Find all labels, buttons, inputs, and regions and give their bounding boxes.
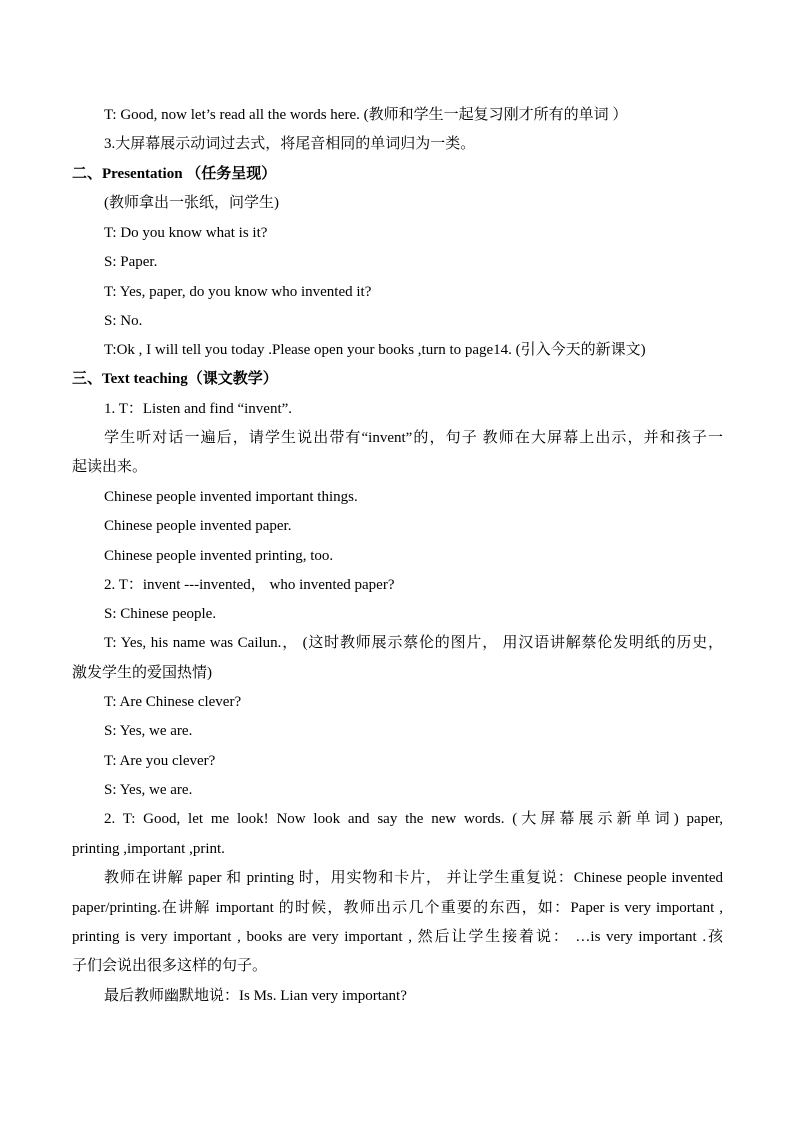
- dialogue-line: T: Are Chinese clever?: [104, 694, 242, 710]
- paragraph-line: printing is very important , books are very important , 然后让学生接着说： …is very important .孩: [72, 929, 723, 945]
- paragraph-line: 学生听对话一遍后，请学生说出带有“invent”的，句子 教师在大屏幕上出示，并和孩子一: [104, 430, 723, 446]
- paragraph-line: 起读出来。: [72, 459, 148, 475]
- paragraph-line: 2. T：invent ---invented， who invented paper?: [104, 577, 395, 593]
- example-sentence: Chinese people invented paper.: [104, 518, 292, 534]
- paragraph-line: paper/printing.在讲解 important 的时候，教师出示几个重要的东西，如：Paper is very important ,: [72, 900, 723, 916]
- paragraph-line: 激发学生的爱国热情): [72, 665, 212, 681]
- dialogue-line: T:Ok , I will tell you today .Please open your books ,turn to page14. (引入今天的新课文): [104, 342, 646, 358]
- dialogue-line: T: Do you know what is it?: [104, 225, 268, 241]
- paragraph-line: printing ,important ,print.: [72, 841, 225, 857]
- dialogue-line: S: Yes, we are.: [104, 782, 193, 798]
- paragraph-line: 最后教师幽默地说：Is Ms. Lian very important?: [104, 988, 407, 1004]
- dialogue-line: T: Are you clever?: [104, 753, 216, 769]
- paragraph-line: 子们会说出很多这样的句子。: [72, 958, 268, 974]
- dialogue-line: S: Chinese people.: [104, 606, 217, 622]
- dialogue-line: T: Yes, paper, do you know who invented it?: [104, 284, 372, 300]
- paragraph-line: 2. T: Good, let me look! Now look and say the new words. (大屏幕展示新单词) paper,: [104, 811, 723, 827]
- example-sentence: Chinese people invented important things.: [104, 489, 358, 505]
- example-sentence: Chinese people invented printing, too.: [104, 548, 334, 564]
- paragraph-line: 3.大屏幕展示动词过去式，将尾音相同的单词归为一类。: [104, 136, 476, 152]
- dialogue-line: S: No.: [104, 313, 143, 329]
- section-heading-presentation: 二、Presentation （任务呈现）: [72, 166, 277, 182]
- paragraph-line: T: Good, now let’s read all the words here. (教师和学生一起复习刚才所有的单词 ）: [104, 107, 628, 123]
- section-heading-text-teaching: 三、Text teaching（课文教学）: [72, 371, 278, 387]
- paragraph-line: 1. T：Listen and find “invent”.: [104, 401, 293, 417]
- paragraph-line: 教师在讲解 paper 和 printing 时，用实物和卡片， 并让学生重复说：Chinese people invented: [104, 870, 723, 886]
- dialogue-line: T: Yes, his name was Cailun.， (这时教师展示蔡伦的图片， 用汉语讲解蔡伦发明纸的历史，: [104, 635, 723, 651]
- paragraph-line: (教师拿出一张纸，问学生): [104, 195, 279, 211]
- dialogue-line: S: Paper.: [104, 254, 158, 270]
- dialogue-line: S: Yes, we are.: [104, 723, 193, 739]
